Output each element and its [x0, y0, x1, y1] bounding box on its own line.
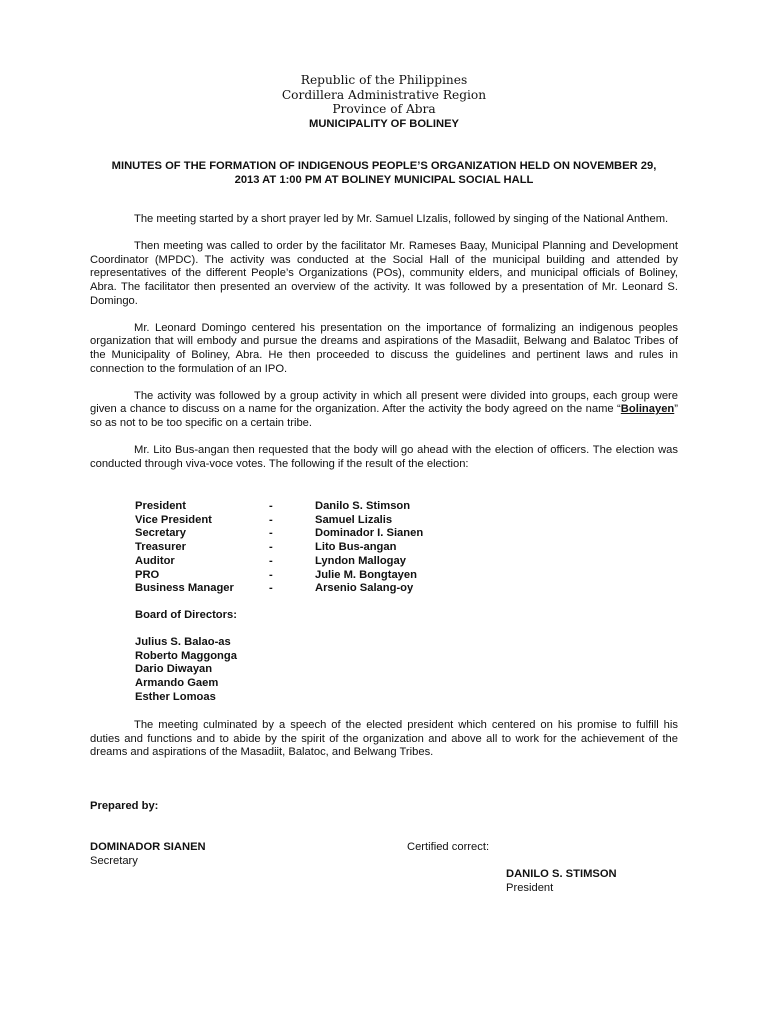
- officer-row: [135, 541, 423, 555]
- officer-name: Samuel Lizalis: [315, 513, 393, 526]
- officer-dash: -: [269, 527, 273, 540]
- paragraph-group-activity: [90, 390, 678, 431]
- officer-row: [135, 569, 423, 583]
- officer-position: Vice President: [135, 513, 212, 526]
- officer-name: Danilo S. Stimson: [315, 500, 411, 512]
- officer-row: [135, 527, 423, 541]
- group-activity-text: The activity was followed by a group activity in which all present were divided into groups, each group were given a chance to discuss on a name for the organization. After the activity the body agreed on the name “: [90, 389, 678, 416]
- board-member: Roberto Maggonga: [135, 649, 237, 662]
- officer-row: [135, 500, 423, 514]
- letterhead-line-municipality: MUNICIPALITY OF BOLINEY: [309, 117, 459, 130]
- letterhead-line-province: Province of Abra: [332, 102, 436, 117]
- minutes-body: [90, 213, 678, 485]
- preparer-signature-block: [90, 841, 206, 868]
- officer-dash: -: [269, 541, 273, 554]
- board-member: Esther Lomoas: [135, 690, 216, 703]
- title-line-2: 2013 AT 1:00 PM AT BOLINEY MUNICIPAL SOCIAL HALL: [234, 174, 534, 186]
- officer-name: Julie M. Bongtayen: [315, 568, 417, 581]
- letterhead: [0, 73, 768, 131]
- paragraph-closing: The meeting culminated by a speech of the elected president which centered on his promise to fulfill his duties and functions and to abide by the spirit of the organization and above all to work for the achievement of the dreams and aspirations of the Masadiit, Balatoc, and Belwang Tribes.: [90, 719, 678, 759]
- board-member: Dario Diwayan: [135, 663, 213, 676]
- officer-row: [135, 555, 423, 569]
- officer-position: Business Manager: [135, 582, 234, 595]
- officer-position: Auditor: [135, 554, 175, 567]
- paragraph-opening-prayer: The meeting started by a short prayer led by Mr. Samuel LIzalis, followed by singing of the National Anthem.: [134, 213, 669, 225]
- officer-position: Treasurer: [135, 541, 186, 554]
- title-line-1: MINUTES OF THE FORMATION OF INDIGENOUS PEOPLE’S ORGANIZATION HELD ON NOVEMBER 29,: [111, 160, 657, 172]
- document-title: [92, 159, 676, 187]
- officers-list: [135, 500, 423, 596]
- officer-name: Lito Bus-angan: [315, 541, 397, 554]
- certifier-title: President: [506, 881, 554, 894]
- preparer-name: DOMINADOR SIANEN: [90, 841, 206, 853]
- prepared-by-label: Prepared by:: [90, 800, 159, 812]
- officer-dash: -: [269, 554, 273, 567]
- board-of-directors-label: Board of Directors:: [135, 609, 237, 621]
- board-member: Julius S. Balao-as: [135, 636, 231, 648]
- preparer-title: Secretary: [90, 854, 138, 867]
- officer-dash: -: [269, 582, 273, 595]
- organization-name: Bolinayen: [620, 403, 675, 416]
- officer-position: President: [135, 500, 186, 512]
- board-member: Armando Gaem: [135, 677, 219, 690]
- officer-dash: -: [269, 500, 273, 512]
- letterhead-line-region: Cordillera Administrative Region: [281, 87, 487, 102]
- officer-name: Dominador I. Sianen: [315, 527, 424, 540]
- paragraph-presentation: Mr. Leonard Domingo centered his presentation on the importance of formalizing an indigenous peoples organization that will embody and pursue the dreams and aspirations of the Masadiit, Belwang and Balatoc Tribes of the Municipality of Boliney, Abra. He then proceeded to discuss the guidelines and pertinent laws and rules in connection to the formulation of an IPO.: [90, 321, 678, 375]
- officer-name: Arsenio Salang-oy: [315, 582, 414, 595]
- certifier-name: DANILO S. STIMSON: [506, 868, 617, 880]
- board-members-list: [135, 636, 237, 705]
- certified-correct-label: Certified correct:: [407, 841, 490, 853]
- officer-dash: -: [269, 513, 273, 526]
- group-activity-text-end: ” so as not to be too specific on a certain tribe.: [90, 403, 678, 429]
- paragraph-call-to-order: Then meeting was called to order by the facilitator Mr. Rameses Baay, Municipal Planning and Development Coordinator (MPDC). The activity was conducted at the Social Hall of the municipal building and attended by representatives of the different People’s Organizations (POs), community elders, and municipal officials of Boliney, Abra. The facilitator then presented an overview of the activity. It was followed by a presentation of Mr. Leonard S. Domingo.: [90, 240, 678, 307]
- officer-position: PRO: [135, 568, 160, 581]
- paragraph-election: Mr. Lito Bus-angan then requested that the body will go ahead with the election of officers. The election was conducted through viva-voce votes. The following if the result of the election:: [90, 444, 678, 470]
- officer-row: [135, 514, 423, 528]
- officer-name: Lyndon Mallogay: [315, 554, 406, 567]
- officer-position: Secretary: [135, 527, 187, 540]
- officer-row: [135, 582, 423, 596]
- certifier-signature-block: [506, 868, 617, 895]
- letterhead-line-republic: Republic of the Philippines: [300, 73, 468, 87]
- officer-dash: -: [269, 568, 273, 581]
